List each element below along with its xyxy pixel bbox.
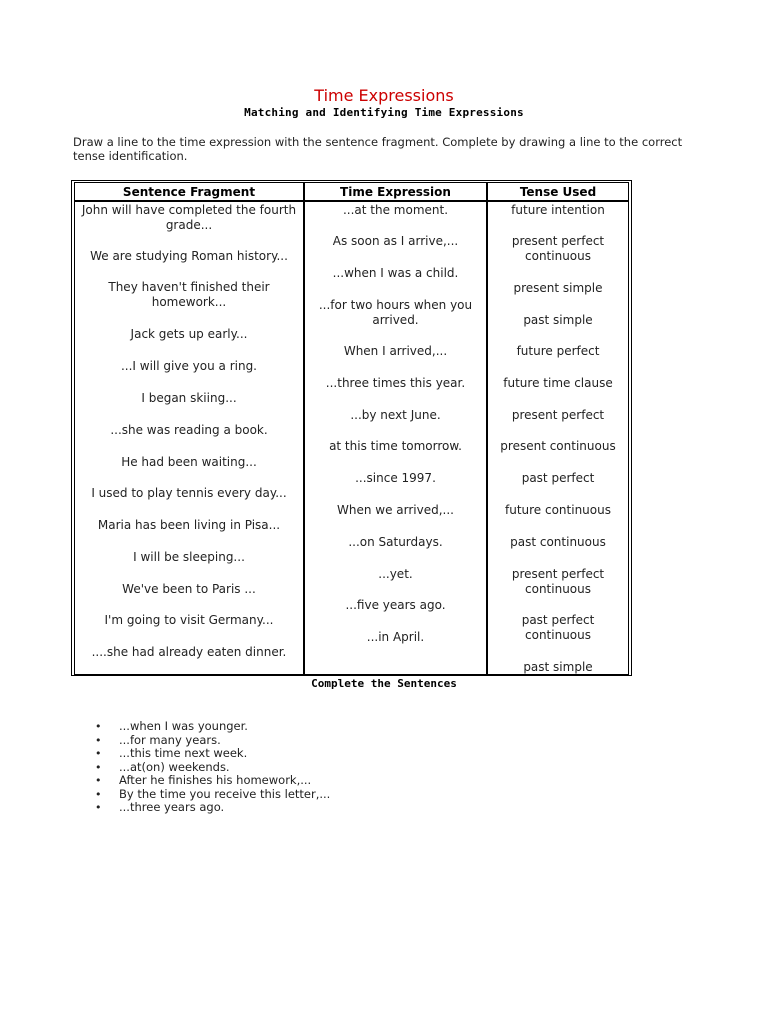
sentence-fragment-item: I will be sleeping... (133, 550, 245, 564)
sentence-fragment-item: John will have completed the fourth grade... (81, 203, 297, 232)
sentence-fragment-item: Maria has been living in Pisa... (97, 518, 281, 532)
bullet-icon: • (95, 774, 102, 787)
column-header-tense-used: Tense Used (487, 182, 629, 201)
sentence-fragment-item: Jack gets up early... (130, 327, 248, 341)
time-expression-item: ...three times this year. (325, 376, 466, 390)
matching-table (74, 182, 629, 675)
time-expression-item: ...for two hours when you arrived. (318, 298, 473, 327)
matching-table-frame (71, 180, 632, 676)
tense-item: present simple (513, 281, 603, 295)
tense-item: future time clause (503, 376, 613, 390)
time-expression-column (304, 201, 487, 675)
sentence-fragment-item: ...I will give you a ring. (120, 359, 257, 373)
bullet-icon: • (95, 733, 102, 747)
page-title: Time Expressions (314, 86, 454, 105)
sentence-fragment-item: They haven't finished their homework... (108, 280, 270, 309)
sentence-fragment-item: I'm going to visit Germany... (104, 613, 274, 627)
time-expression-item: ...when I was a child. (332, 266, 459, 280)
bullet-icon: • (95, 720, 102, 733)
sentence-fragment-item: ....she had already eaten dinner. (91, 645, 287, 659)
time-expression-item: As soon as I arrive,... (332, 234, 459, 248)
column-header-time-expression: Time Expression (304, 182, 487, 201)
time-expression-item: ...yet. (378, 567, 413, 581)
time-expression-item: ...since 1997. (355, 471, 436, 485)
tense-item: future continuous (504, 503, 611, 517)
page-subtitle: Matching and Identifying Time Expressions (244, 106, 524, 119)
tense-item: future perfect (516, 344, 600, 358)
column-header-sentence-fragment: Sentence Fragment (74, 182, 304, 201)
tense-item: future intention (511, 203, 605, 217)
bullet-icon: • (95, 747, 102, 760)
time-expression-item: ...five years ago. (345, 598, 446, 612)
tense-item: past continuous (510, 535, 606, 549)
complete-sentences-title: Complete the Sentences (311, 677, 457, 690)
sentence-fragment-item: We've been to Paris ... (122, 582, 256, 596)
list-item: • ...when I was younger. (95, 719, 248, 733)
time-expression-item: When I arrived,... (343, 344, 448, 358)
sentence-fragment-item: We are studying Roman history... (90, 249, 288, 263)
tense-item: past simple (523, 660, 593, 674)
time-expression-item: When we arrived,... (337, 503, 454, 517)
list-item: • ...for many years. (95, 732, 221, 747)
time-expression-item: at this time tomorrow. (329, 439, 462, 453)
time-expression-item: ...in April. (366, 630, 425, 644)
sentence-fragment-item: I used to play tennis every day... (91, 486, 287, 500)
tense-item: present continuous (500, 439, 616, 453)
time-expression-item: ...on Saturdays. (348, 535, 443, 549)
tense-item: present perfect (511, 408, 605, 422)
list-item: • ...three years ago. (95, 800, 225, 814)
list-item: • ...at(on) weekends. (95, 759, 230, 774)
list-item: • ...this time next week. (95, 746, 248, 760)
tense-item: past simple (523, 313, 593, 327)
sentence-fragment-item: ...she was reading a book. (110, 423, 268, 437)
sentence-fragment-column (74, 201, 304, 675)
tense-used-column (487, 201, 629, 675)
tense-item: present perfect continuous (511, 234, 605, 263)
list-item: • By the time you receive this letter,... (95, 786, 331, 801)
tense-item: past perfect continuous (521, 613, 595, 642)
list-item: • After he finishes his homework,... (95, 773, 312, 787)
sentence-fragment-item: I began skiing... (141, 391, 237, 405)
time-expression-item: ...at the moment. (342, 203, 449, 217)
time-expression-item: ...by next June. (350, 408, 441, 422)
sentence-fragment-item: He had been waiting... (121, 455, 257, 469)
instructions-text: Draw a line to the time expression with the sentence fragment. Complete by drawing a line to the correct tense identification. (73, 135, 683, 163)
complete-sentences-list (93, 720, 330, 815)
bullet-icon: • (95, 801, 102, 814)
bullet-icon: • (95, 760, 102, 774)
bullet-icon: • (95, 787, 102, 801)
tense-item: past perfect (521, 471, 595, 485)
tense-item: present perfect continuous (511, 567, 605, 596)
